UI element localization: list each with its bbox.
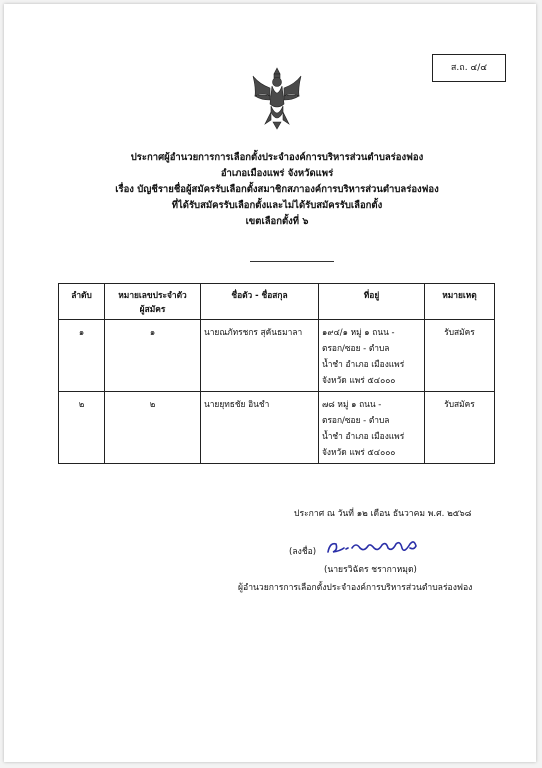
table-row — [59, 392, 495, 464]
address-line: จังหวัด แพร่ ๕๔๐๐๐ — [322, 375, 396, 385]
heading-line-2: อำเภอเมืองแพร่ จังหวัดแพร่ — [220, 168, 334, 179]
address-line: ๑๙๔/๑ หมู่ ๑ ถนน - — [322, 327, 395, 337]
heading-line-4: ที่ได้รับสมัครรับเลือกตั้งและไม่ได้รับสมัครรับเลือกตั้ง — [171, 200, 383, 211]
header-number — [105, 284, 201, 320]
address-line: ตรอก/ซอย - ตำบล — [322, 343, 390, 353]
announcement-date: ประกาศ ณ วันที่ ๑๒ เดือน ธันวาคม พ.ศ. ๒๕๖๘ — [294, 509, 472, 519]
announcement-heading — [34, 150, 520, 230]
candidate-table — [58, 283, 495, 464]
cell-remark: รับสมัคร — [425, 320, 495, 392]
header-name: ชื่อตัว - ชื่อสกุล — [201, 284, 319, 320]
header-address: ที่อยู่ — [319, 284, 425, 320]
address-line: ๗๘ หมู่ ๑ ถนน - — [322, 399, 382, 409]
document-page — [4, 4, 536, 762]
address-line: จังหวัด แพร่ ๕๔๐๐๐ — [322, 447, 396, 457]
cell-order: ๑ — [59, 320, 105, 392]
signed-label: (ลงชื่อ) — [289, 547, 317, 557]
cell-remark: รับสมัคร — [425, 392, 495, 464]
handwritten-signature — [324, 534, 422, 560]
signer-position: ผู้อำนวยการการเลือกตั้งประจำองค์การบริหารส่วนตำบลร่องฟอง — [238, 583, 473, 593]
header-number-line-1: หมายเลขประจำตัว — [118, 290, 187, 300]
heading-line-1: ประกาศผู้อำนวยการการเลือกตั้งประจำองค์การบริหารส่วนตำบลร่องฟอง — [130, 152, 424, 163]
cell-address — [319, 320, 425, 392]
heading-line-5: เขตเลือกตั้งที่ ๖ — [245, 216, 309, 227]
cell-address — [319, 392, 425, 464]
heading-line-3: เรื่อง บัญชีรายชื่อผู้สมัครรับเลือกตั้งสมาชิกสภาองค์การบริหารส่วนตำบลร่องฟอง — [115, 184, 439, 195]
cell-name: นายณภัทรชกร สุคันธมาลา — [201, 320, 319, 392]
garuda-emblem — [251, 66, 303, 130]
cell-order: ๒ — [59, 392, 105, 464]
address-line: น้ำชำ อำเภอ เมืองแพร่ — [322, 431, 405, 441]
address-line: ตรอก/ซอย - ตำบล — [322, 415, 390, 425]
signer-name: (นายรวิฉัตร ชรากาหมุด) — [324, 565, 417, 575]
header-number-line-2: ผู้สมัคร — [139, 304, 166, 314]
cell-number: ๒ — [105, 392, 201, 464]
cell-number: ๑ — [105, 320, 201, 392]
cell-name: นายยุทธชัย อินชำ — [201, 392, 319, 464]
header-order: ลำดับ — [59, 284, 105, 320]
table-row — [59, 320, 495, 392]
header-remark: หมายเหตุ — [425, 284, 495, 320]
heading-divider — [250, 261, 334, 262]
address-line: น้ำชำ อำเภอ เมืองแพร่ — [322, 359, 405, 369]
form-code-box: ส.ถ. ๔/๔ — [432, 54, 506, 82]
table-header-row — [59, 284, 495, 320]
